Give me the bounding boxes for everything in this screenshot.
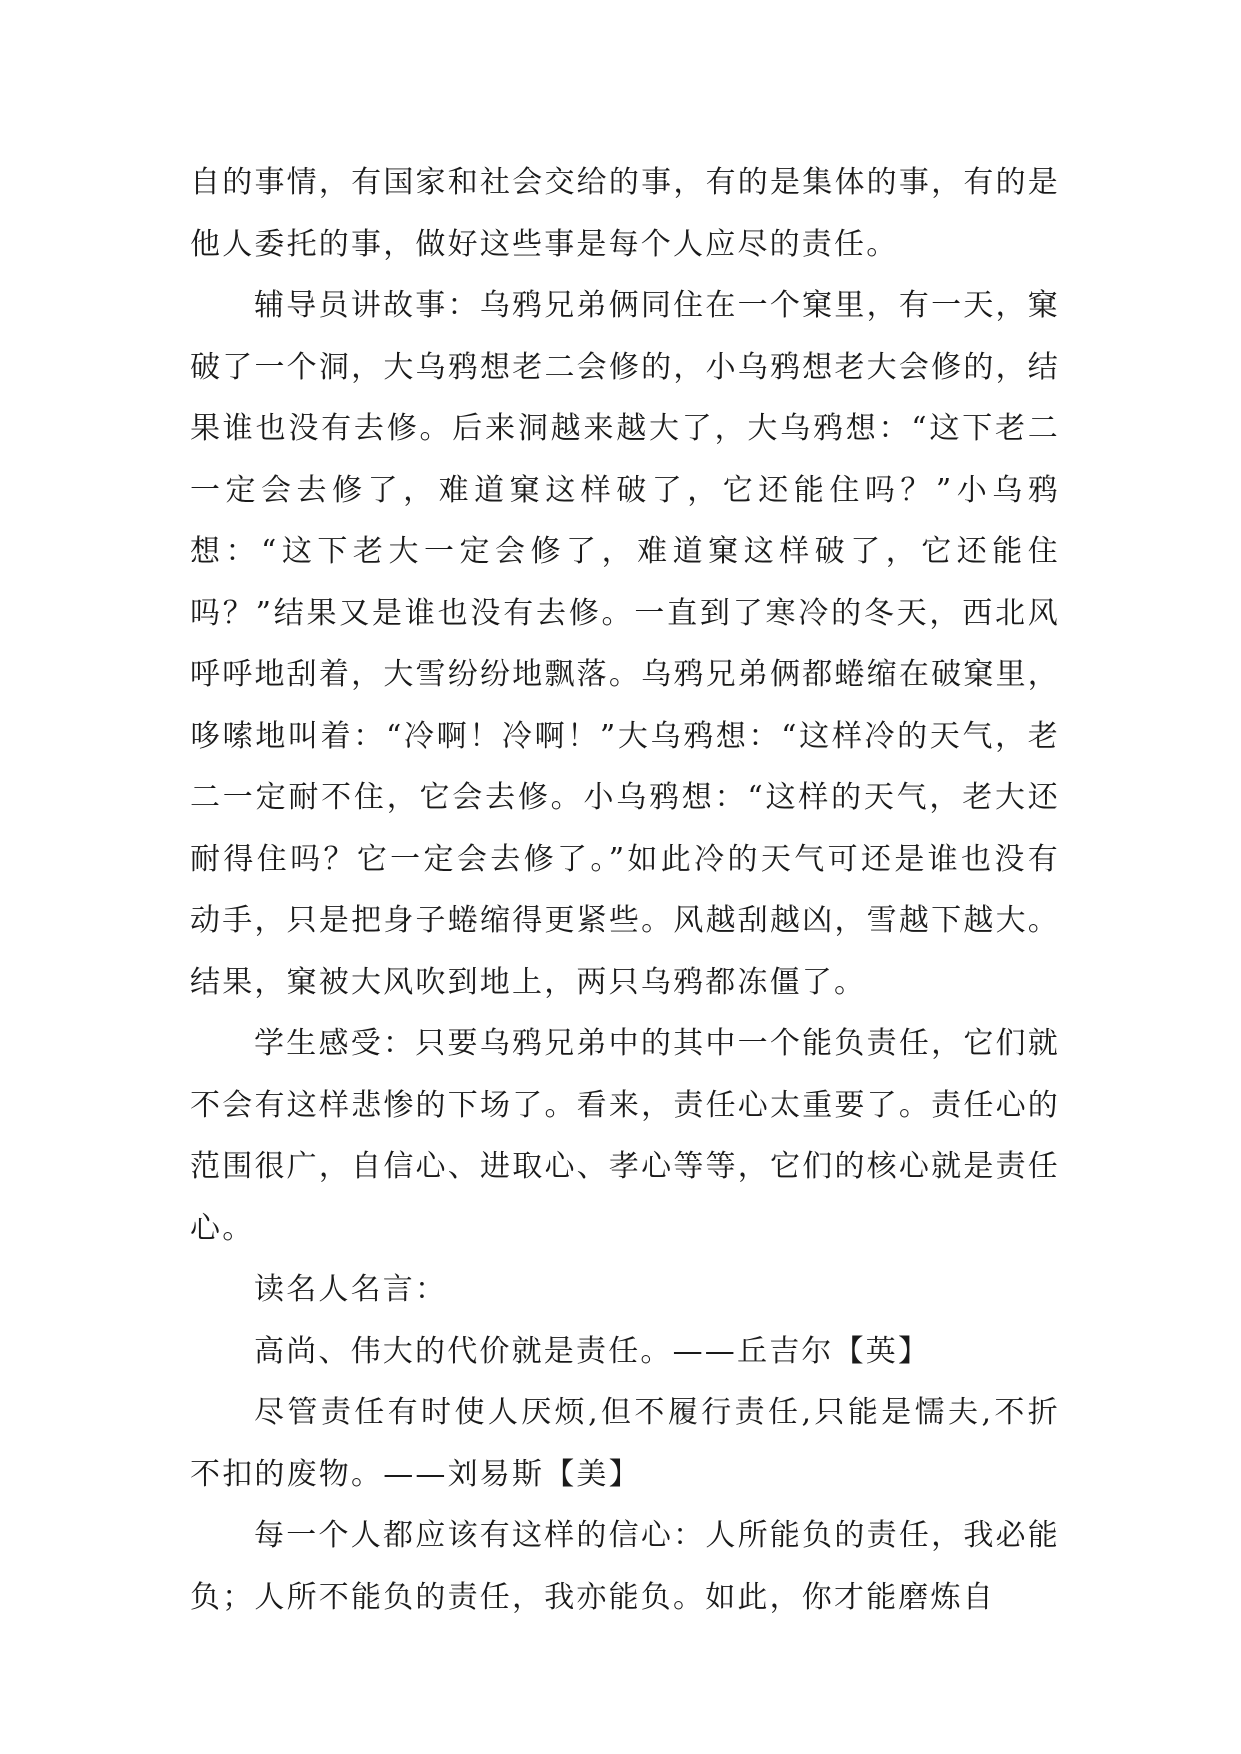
paragraph-quote-lewis: 尽管责任有时使人厌烦,但不履行责任,只能是懦夫,不折不扣的废物。——刘易斯【美】 xyxy=(190,1395,1060,1492)
paragraph-continuation: 自的事情，有国家和社会交给的事，有的是集体的事，有的是他人委托的事，做好这些事是每个人应尽的责任。 xyxy=(190,165,1060,262)
paragraph-student-reflection: 学生感受：只要乌鸦兄弟中的其中一个能负责任，它们就不会有这样悲惨的下场了。看来，责任心太重要了。责任心的范围很广，自信心、进取心、孝心等等，它们的核心就是责任心。 xyxy=(190,1026,1060,1246)
paragraph-confidence: 每一个人都应该有这样的信心：人所能负的责任，我必能负；人所不能负的责任，我亦能负。如此，你才能磨炼自 xyxy=(190,1518,1060,1615)
paragraph-quotes-heading: 读名人名言： xyxy=(254,1272,448,1307)
paragraph-quote-churchill: 高尚、伟大的代价就是责任。——丘吉尔【英】 xyxy=(254,1333,931,1369)
paragraph-story: 辅导员讲故事：乌鸦兄弟俩同住在一个窠里，有一天，窠破了一个洞，大乌鸦想老二会修的，小乌鸦想老大会修的，结果谁也没有去修。后来洞越来越大了，大乌鸦想：“这下老二一定会去修了，难道窠这样破了，它还能住吗？”小乌鸦想：“这下老大一定会修了，难道窠这样破了，它还能住吗？”结果又是谁也没有去修。一直到了寒冷的冬天，西北风呼呼地刮着，大雪纷纷地飘落。乌鸦兄弟俩都蜷缩在破窠里，哆嗦地叫着：“冷啊！冷啊！”大乌鸦想：“这样冷的天气，老二一定耐不住，它会去修。小乌鸦想：“这样的天气，老大还耐得住吗？它一定会去修了。”如此冷的天气可还是谁也没有动手，只是把身子蜷缩得更紧些。风越刮越凶，雪越下越大。结果，窠被大风吹到地上，两只乌鸦都冻僵了。 xyxy=(190,288,1060,1000)
document-body xyxy=(190,152,1060,1628)
